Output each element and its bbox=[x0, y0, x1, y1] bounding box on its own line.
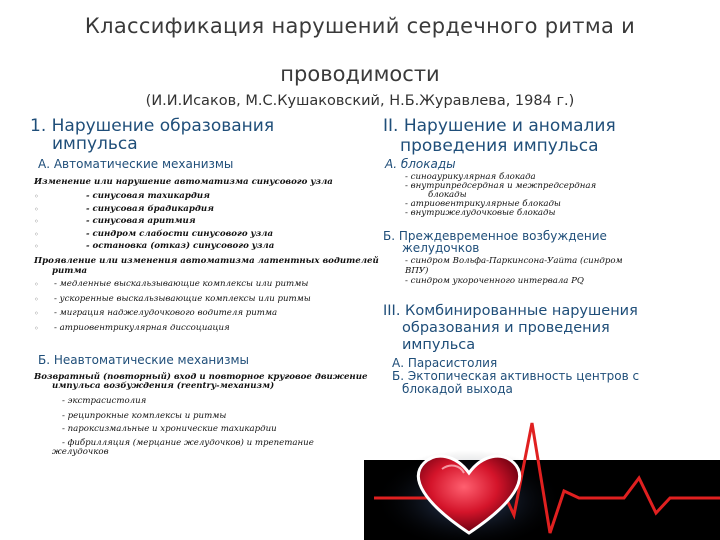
block-item: - внутрипредсердная и межпредсердная bbox=[405, 181, 597, 191]
blocks-title: А. блокады bbox=[385, 157, 456, 171]
reentry-tail: желудочков bbox=[52, 447, 109, 457]
section-a-auto: А. Автоматические механизмы bbox=[38, 157, 234, 171]
block-item: - атриовентрикулярные блокады bbox=[405, 199, 561, 209]
heart-ecg-image bbox=[364, 403, 720, 540]
reentry-title-2: импульса возбуждения (reentry-механизм) bbox=[52, 381, 275, 391]
latent-group-title-1: Проявление или изменения автоматизма латентных водителей bbox=[34, 256, 379, 266]
block-item: - синоаурикулярная блокада bbox=[405, 172, 536, 182]
page-title-line2: проводимости bbox=[280, 62, 440, 86]
right-heading2-line1: II. Нарушение и аномалия bbox=[383, 116, 616, 136]
left-heading-line1: 1. Нарушение образования bbox=[30, 116, 275, 136]
list-item: ◦ - остановка (отказ) синусового узла bbox=[34, 241, 354, 254]
heart-ecg-illustration bbox=[364, 403, 720, 540]
right-heading3-line2: образования и проведения bbox=[402, 320, 610, 336]
sinus-list bbox=[34, 191, 354, 254]
list-item: ◦ - синусовая брадикардия bbox=[34, 204, 354, 217]
page-title-line1: Классификация нарушений сердечного ритма и bbox=[84, 14, 636, 38]
block-item: - внутрижелудочковые блокады bbox=[405, 208, 556, 218]
latent-list bbox=[34, 279, 354, 337]
preexc-title-1: Б. Преждевременное возбуждение bbox=[383, 229, 607, 243]
reentry-item: - реципрокные комплексы и ритмы bbox=[62, 411, 227, 421]
preexc-item: - синдром Вольфа-Паркинсона-Уайта (синдром bbox=[405, 256, 623, 266]
list-item: ◦ - синдром слабости синусового узла bbox=[34, 229, 354, 242]
list-item: ◦ - ускоренные выскальзывающие комплексы или ритмы bbox=[34, 294, 354, 309]
combined-a: А. Парасистолия bbox=[392, 356, 498, 370]
reentry-item: - фибрилляция (мерцание желудочков) и трепетание bbox=[62, 438, 314, 448]
sinus-group-title: Изменение или нарушение автоматизма синусового узла bbox=[34, 177, 333, 187]
authors-line: (И.И.Исаков, М.С.Кушаковский, Н.Б.Журавлева, 1984 г.) bbox=[145, 93, 575, 109]
left-heading-line2: импульса bbox=[52, 134, 138, 154]
latent-group-title-2: ритма bbox=[52, 266, 88, 276]
combined-b-1: Б. Эктопическая активность центров с bbox=[392, 369, 640, 383]
list-item: ◦ - атриовентрикулярная диссоциация bbox=[34, 323, 354, 338]
right-heading3-line1: III. Комбинированные нарушения bbox=[383, 303, 638, 319]
preexc-title-2: желудочков bbox=[402, 241, 480, 255]
list-item: ◦ - синусовая аритмия bbox=[34, 216, 354, 229]
right-heading3-line3: импульса bbox=[402, 337, 476, 353]
list-item: ◦ - синусовая тахикардия bbox=[34, 191, 354, 204]
preexc-item: ВПУ) bbox=[405, 266, 429, 276]
list-item: ◦ - миграция наджелудочкового водителя ритма bbox=[34, 308, 354, 323]
combined-b-2: блокадой выхода bbox=[402, 382, 513, 396]
right-heading2-line2: проведения импульса bbox=[400, 136, 599, 156]
reentry-item: - экстрасистолия bbox=[62, 396, 147, 406]
list-item: ◦ - медленные выскальзывающие комплексы или ритмы bbox=[34, 279, 354, 294]
preexc-item: - синдром укороченного интервала PQ bbox=[405, 276, 584, 286]
reentry-title-1: Возвратный (повторный) вход и повторное круговое движение bbox=[34, 372, 368, 382]
reentry-item: - пароксизмальные и хронические тахикардии bbox=[62, 424, 277, 434]
section-b-nonauto: Б. Неавтоматические механизмы bbox=[38, 353, 249, 367]
block-item: блокады bbox=[428, 190, 467, 200]
